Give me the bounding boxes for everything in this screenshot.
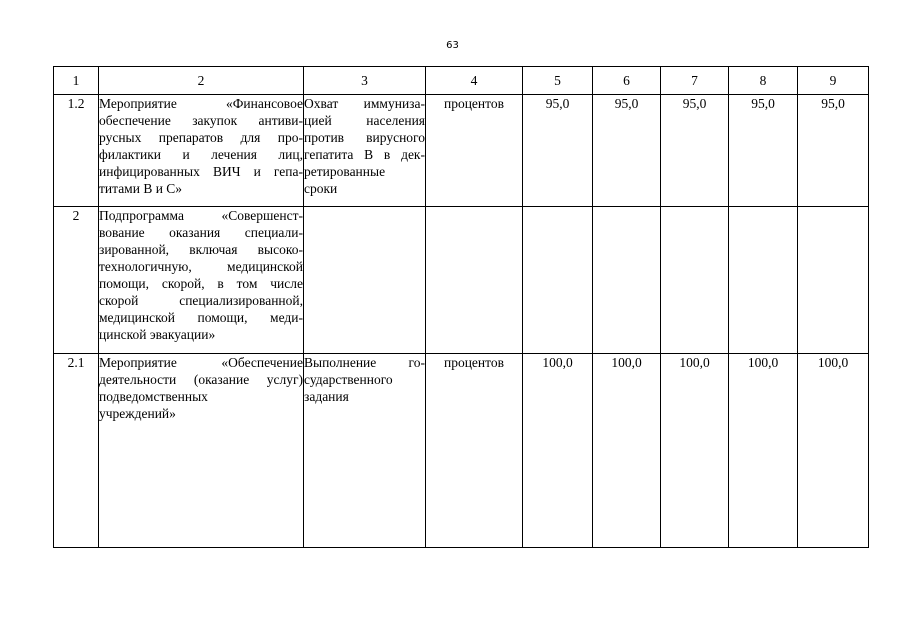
text-line: цией населения xyxy=(304,113,425,128)
measure-name-cell xyxy=(99,95,304,207)
value-cell: 100,0 xyxy=(593,354,661,548)
text-line: задания xyxy=(304,389,349,404)
text-line: медицинской помощи, меди- xyxy=(99,310,303,325)
value-cell: 100,0 xyxy=(729,354,798,548)
value-cell: 95,0 xyxy=(661,95,729,207)
text-line: сударственного xyxy=(304,372,393,387)
table-row xyxy=(54,354,869,548)
table-row xyxy=(54,95,869,207)
value-cell: 100,0 xyxy=(661,354,729,548)
text-line: учреждений» xyxy=(99,406,176,421)
column-header: 4 xyxy=(426,67,523,95)
value-cell xyxy=(798,207,869,354)
row-number-cell: 1.2 xyxy=(54,95,99,207)
column-header: 6 xyxy=(593,67,661,95)
text-line: Мероприятие «Финансовое xyxy=(99,96,303,111)
value-cell xyxy=(593,207,661,354)
column-header: 7 xyxy=(661,67,729,95)
text-line: Мероприятие «Обеспечение xyxy=(99,355,303,370)
unit-cell xyxy=(426,207,523,354)
value-cell: 100,0 xyxy=(523,354,593,548)
text-line: вование оказания специали- xyxy=(99,225,303,240)
column-header: 1 xyxy=(54,67,99,95)
column-header: 3 xyxy=(304,67,426,95)
indicators-table xyxy=(53,66,869,548)
value-cell xyxy=(523,207,593,354)
text-line: деятельности (оказание услуг) xyxy=(99,372,303,387)
value-cell: 95,0 xyxy=(798,95,869,207)
table-header-row xyxy=(54,67,869,95)
text-line: обеспечение закупок антиви- xyxy=(99,113,303,128)
text-line: Выполнение го- xyxy=(304,355,425,370)
column-header: 2 xyxy=(99,67,304,95)
row-number-cell: 2 xyxy=(54,207,99,354)
row-number-cell: 2.1 xyxy=(54,354,99,548)
text-line: Охват иммуниза- xyxy=(304,96,425,111)
text-line: технологичную, медицинской xyxy=(99,259,303,274)
unit-cell: процентов xyxy=(426,95,523,207)
column-header: 8 xyxy=(729,67,798,95)
table-row xyxy=(54,207,869,354)
text-line: зированной, включая высоко- xyxy=(99,242,303,257)
value-cell: 95,0 xyxy=(523,95,593,207)
value-cell xyxy=(661,207,729,354)
indicator-cell xyxy=(304,95,426,207)
measure-name-cell xyxy=(99,354,304,548)
text-line: инфицированных ВИЧ и гепа- xyxy=(99,164,303,179)
value-cell xyxy=(729,207,798,354)
text-line: русных препаратов для про- xyxy=(99,130,303,145)
text-line: филактики и лечения лиц, xyxy=(99,147,303,162)
unit-cell: процентов xyxy=(426,354,523,548)
column-header: 5 xyxy=(523,67,593,95)
column-header: 9 xyxy=(798,67,869,95)
value-cell: 95,0 xyxy=(593,95,661,207)
text-line: Подпрограмма «Совершенст- xyxy=(99,208,303,223)
text-line: против вирусного xyxy=(304,130,425,145)
measure-name-cell xyxy=(99,207,304,354)
text-line: подведомственных xyxy=(99,389,208,404)
text-line: гепатита В в дек- xyxy=(304,147,425,162)
value-cell: 95,0 xyxy=(729,95,798,207)
page-number: 63 xyxy=(446,40,459,51)
text-line: помощи, скорой, в том числе xyxy=(99,276,303,291)
indicator-cell xyxy=(304,207,426,354)
value-cell: 100,0 xyxy=(798,354,869,548)
indicator-cell xyxy=(304,354,426,548)
text-line: скорой специализированной, xyxy=(99,293,303,308)
text-line: сроки xyxy=(304,181,338,196)
text-line: титами В и С» xyxy=(99,181,183,196)
text-line: ретированные xyxy=(304,164,386,179)
text-line: цинской эвакуации» xyxy=(99,327,216,342)
